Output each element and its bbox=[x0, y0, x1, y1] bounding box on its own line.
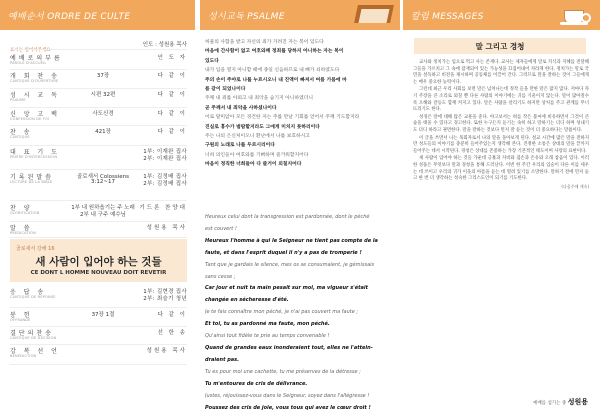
message-paragraph: 성경은 말에 대해 많은 교훈을 준다. 야고보서는 혀를 작은 불씨에 비유하면서 그것이 큰 숲을 태울 수 있다고 경고한다. 또한 누구든지 듣기는 속히 하고 말하기는 더디 하며 성내기도 더디 하라고 권면한다. 말을 잘하는 것보다 먼저 잘 듣는 것이 더 중요하다는 말씀이다. bbox=[413, 114, 589, 133]
order-item-detail: 37장 bbox=[96, 73, 110, 79]
order-item-name-fr: CONFESSION DE FOI bbox=[10, 117, 50, 121]
psalm-line: Et toi, tu as pardonné ma faute, mon péché. bbox=[205, 321, 330, 328]
psalm-line: 주는 나의 은신처이오니 환난에서 나를 보호하시고 bbox=[205, 134, 310, 140]
message-body bbox=[413, 60, 589, 191]
order-item-name-fr: CANTIQUE bbox=[10, 135, 30, 139]
coffee-cup-icon bbox=[560, 4, 590, 26]
psalm-line: Tant que je gardais le silence, mes os se consumaient, je gémissais bbox=[205, 261, 375, 268]
order-item-person: 다 같 이 bbox=[157, 111, 187, 117]
order-item-detail: 골로새서 Colossiens bbox=[76, 174, 130, 180]
psalm-line: Quand de grandes eaux inonderaient tout, elles ne l'attein- bbox=[205, 344, 373, 351]
psalm-line: Heureux l'homme à qui le Seigneur ne tient pas compte de la bbox=[205, 237, 378, 244]
message-header-title: 칼럼 MESSAGES bbox=[411, 12, 484, 22]
order-item-name-fr: GLORIFICATION bbox=[10, 211, 40, 215]
psalm-line: 곧 주께서 내 죄악을 사하셨나이다 bbox=[205, 105, 277, 111]
order-item bbox=[10, 287, 187, 309]
order-header-title: 예배순서 ORDRE DE CULTE bbox=[8, 12, 131, 22]
order-item-name: 응 답 송 bbox=[10, 289, 47, 296]
signature bbox=[533, 397, 588, 407]
divider bbox=[10, 344, 187, 345]
psalm-line: 마음에 간사함이 없고 여호와께 정죄를 당하지 아니하는 자는 복이 bbox=[205, 49, 344, 55]
psalm-line: draient pas. bbox=[205, 356, 240, 363]
psalm-line: 주께 내 죄를 아뢰고 내 죄악을 숨기지 아니하였더니 bbox=[205, 96, 313, 102]
sermon-box bbox=[10, 239, 187, 282]
order-item bbox=[10, 147, 187, 171]
divider bbox=[10, 237, 187, 238]
order-item-name-fr: CANTIQUE DE DECISION bbox=[10, 336, 57, 340]
psalm-french bbox=[205, 212, 392, 413]
divider bbox=[10, 69, 187, 70]
order-item-person: 인 도 자 bbox=[157, 55, 187, 61]
order-item-name-fr: CANTIQUE DE REPONSE bbox=[10, 295, 56, 299]
order-item-name-fr: CANTIQUE D'OUVERTURE bbox=[10, 79, 59, 83]
order-item-person: 다 같 이 bbox=[157, 312, 187, 318]
order-item bbox=[10, 172, 187, 202]
psalm-line: 주의 손이 주야로 나를 누르시오니 내 진액이 빠져서 여름 가뭄에 마 bbox=[205, 77, 347, 83]
order-item-detail: 421장 bbox=[95, 129, 111, 135]
order-item-name-fr: PSAUME bbox=[10, 98, 26, 102]
divider bbox=[10, 125, 187, 126]
order-item-detail-2: 3:12~17 bbox=[91, 179, 115, 185]
divider bbox=[10, 200, 187, 201]
order-item-person: 선 한 송 bbox=[157, 330, 187, 336]
psalm-line: Car jour et nuit ta main pesait sur moi, ma vigueur s'était bbox=[205, 285, 369, 292]
order-item-person-2: 2부: 김정배 집사 bbox=[143, 181, 187, 187]
order-item bbox=[10, 203, 187, 223]
order-item-name: 강 복 선 언 bbox=[10, 348, 60, 355]
message-paragraph: 그런데 최근 우리 사회를 보면 말은 넘쳐나는데 정작 들을 만한 말은 많지 않다. 저마다 자기 주장을 큰 소리로 외칠 뿐 다른 사람의 이야기에는 귀를 기울이지 않는다. 말이 많아질수록 오해와 갈등도 함께 커지고 있다. 말은 사람을 살리기도 하지만 상처를 주고 관계를 무너뜨리기도 한다. bbox=[413, 87, 589, 113]
divider bbox=[10, 326, 187, 327]
order-item-detail-2: 2부 내 구주 예수님 bbox=[80, 212, 126, 218]
sermon-title-fr: CE DONT L HOMME NOUVEAU DOIT REVETIR bbox=[30, 270, 167, 276]
message-paragraph: 새 사람이 입어야 하는 것들 가운데 긍휼과 자비와 겸손과 온유와 오래 참음이 있다. 이러한 성품은 무엇보다 말과 경청을 통해 드러난다. 이번 한 주간 우리의 입술이 다른 이를 세우는 데 쓰이고 우리의 귀가 이웃의 아픔을 듣는 데 열려 있기를 소망한다. 말하기 전에 먼저 듣고 한 번 더 생각하는 성숙한 그리스도인이 되기를 기도한다. bbox=[413, 156, 589, 182]
divider bbox=[10, 364, 187, 365]
order-item-name: 예배로의부름 bbox=[10, 55, 63, 62]
message-title-box bbox=[414, 38, 586, 54]
divider bbox=[10, 307, 187, 308]
divider bbox=[10, 49, 187, 50]
order-item-name: 기록된말씀 bbox=[10, 174, 54, 181]
message-paragraph: 교사와 정치가는 입으로 먹고 사는 존재다. 교사는 제자들에게 말로 지식과 지혜를 전달해 그들을 가르치고 그 속에 잠재되어 있는 가능성을 끄집어내어 자라게 한다. 정치가는 말로 국민을 설득하고 비전을 제시하며 공동체를 이끌어 간다. 그러므로 말을 잘하는 것이 그들에게는 매우 중요한 능력이다. bbox=[413, 60, 589, 85]
order-item-person: 성원용 목사 bbox=[146, 225, 187, 231]
psalm-line: 너희 의인들아 여호와를 기뻐하며 즐거워할지어다 bbox=[205, 152, 309, 158]
psalm-korean bbox=[205, 38, 392, 170]
psalm-line: 내가 입을 열지 아니할 때에 종일 신음하므로 내 뼈가 쇠하였도다 bbox=[205, 68, 340, 74]
psalm-line: 구원의 노래로 나를 두르시리이다 bbox=[205, 143, 275, 149]
psalm-line: Justes, réjouissez-vous dans le Seigneur, soyez dans l'allégresse ! bbox=[205, 392, 370, 399]
order-item-name: 성 시 교 독 bbox=[10, 92, 60, 99]
order-item-name-fr: PREDICATION bbox=[10, 231, 36, 235]
psalm-line: Je te fais connaître mon péché, je n'ai pas couvert ma faute ; bbox=[205, 309, 359, 316]
order-item bbox=[10, 346, 187, 366]
order-item-detail: 1부 내 원하옵기는 주 노래 bbox=[71, 205, 135, 211]
psalm-line: 허물의 사함을 받고 자신의 죄가 가려진 자는 복이 있도다 bbox=[205, 40, 324, 45]
signature-name: 성원용 bbox=[567, 398, 588, 406]
psalm-line: Tu m'entoures de cris de délivrance. bbox=[205, 380, 308, 387]
order-item-name-fr: BENEDICTION bbox=[10, 354, 37, 358]
order-item-name: 개 회 찬 송 bbox=[10, 73, 60, 80]
order-header bbox=[0, 0, 195, 30]
psalm-line: Heureux celui dont la transgression est pardonnée, dont le péché bbox=[205, 214, 370, 220]
standing-note: 표시는 일어서주세요 bbox=[10, 48, 51, 53]
order-item-person-2: 2부: 최슬기 청년 bbox=[143, 296, 187, 302]
order-item-name: 찬 양 bbox=[10, 205, 33, 212]
order-item-name: 봉 헌 bbox=[10, 312, 33, 319]
psalm-line: 마음이 정직한 너희들아 다 즐거이 외칠지어다 bbox=[205, 162, 302, 168]
order-item-name-fr: PRIÈRE D'INTERCESSION bbox=[10, 155, 58, 159]
order-item-name-fr: LECTURE DE LA BIBLE bbox=[10, 180, 53, 184]
psalm-line: Poussez des cris de joie, vous tous qui avez le cœur droit ! bbox=[205, 404, 371, 411]
divider bbox=[10, 145, 187, 146]
psalm-line: 름 같이 되었나이다 bbox=[205, 87, 246, 93]
psalm-line: sans cesse ; bbox=[205, 273, 236, 280]
psalm-column bbox=[200, 0, 400, 413]
open-book-icon bbox=[350, 2, 394, 28]
order-item-detail: 사도신경 bbox=[92, 111, 114, 117]
order-item-person: 1부: 김정배 집사 bbox=[143, 174, 187, 180]
order-item-person: 다 같 이 bbox=[157, 129, 187, 135]
divider bbox=[10, 221, 187, 222]
sermon-title: 새 사람이 입어야 하는 것들 bbox=[35, 256, 162, 268]
message-header bbox=[403, 0, 600, 30]
signature-prefix: 예배를 섬기는 종 bbox=[532, 401, 567, 406]
psalm-header bbox=[200, 0, 400, 30]
order-item-person: 기드론 찬양대 bbox=[139, 205, 187, 211]
order-item-person: 1부: 이재완 집사 bbox=[143, 149, 187, 155]
order-of-worship-column bbox=[0, 0, 195, 413]
order-item-name: 대 표 기 도 bbox=[10, 149, 60, 156]
psalm-line: Qu'ainsi tout fidèle te prie au temps convenable ! bbox=[205, 333, 330, 340]
order-item-name-fr: PAROLE D'ACCUEIL bbox=[10, 61, 47, 65]
order-item-name: 말 씀 bbox=[10, 225, 33, 232]
message-column bbox=[403, 0, 600, 413]
order-item-name: 찬 송 bbox=[10, 129, 33, 136]
sermon-label: 골로새서 강해 16 bbox=[16, 246, 55, 252]
order-item-person: 다 같 이 bbox=[157, 92, 187, 98]
psalm-line: 있도다 bbox=[205, 58, 219, 64]
order-item-detail: 37장 1절 bbox=[91, 312, 115, 318]
psalm-line: est couvert ! bbox=[205, 225, 237, 232]
divider bbox=[10, 107, 187, 108]
order-item-person: 다 같 이 bbox=[157, 73, 187, 79]
order-item-person-2: 2부: 이재완 집사 bbox=[143, 156, 187, 162]
psalm-line: 진실로 홍수가 범람할지라도 그에게 미치지 못하리이다 bbox=[205, 124, 320, 130]
worship-leader: 인도 : 성원용 목사 bbox=[142, 42, 187, 48]
order-item-detail: 시편 32편 bbox=[90, 92, 116, 98]
message-title: 말 그리고 경청 bbox=[475, 42, 525, 51]
order-item bbox=[10, 127, 187, 147]
psalm-line: changée en sécheresse d'été. bbox=[205, 297, 289, 304]
psalm-line: Tu es pour moi une cachette, tu me préserves de la détresse ; bbox=[205, 368, 361, 375]
psalm-line: faute, et dans l'esprit duquel il n'y a pas de tromperie ! bbox=[205, 249, 362, 256]
order-item-person: 1부: 김현경 집사 bbox=[143, 289, 187, 295]
order-item-name-fr: OFFRANDE bbox=[10, 318, 31, 322]
psalm-header-title: 성시교독 PSALME bbox=[208, 12, 285, 22]
order-item-name: 신 앙 고 백 bbox=[10, 111, 60, 118]
order-item-name: 결단의찬송 bbox=[10, 330, 54, 337]
message-paragraph: 이 글을 쓰면서 나는 목회자로서 나의 말을 돌아보게 된다. 설교 시간에 많은 말을 전하지만 성도들의 이야기를 충분히 들어주었는지 생각해 본다. 진정한 소통은 상대의 말을 끝까지 들어주는 데서 시작된다. 경청은 상대를 존중하는 가장 기본적인 태도이며 사랑의 표현이다. bbox=[413, 135, 589, 154]
divider bbox=[10, 169, 187, 170]
message-continued-note: (다음주에 계속) bbox=[561, 183, 589, 189]
order-item-person: 성원용 목사 bbox=[146, 348, 187, 354]
psalm-line: 이로 말미암아 모든 경건한 자는 주를 만날 기회를 얻어서 주께 기도할지라 bbox=[205, 115, 360, 121]
divider bbox=[10, 88, 187, 89]
